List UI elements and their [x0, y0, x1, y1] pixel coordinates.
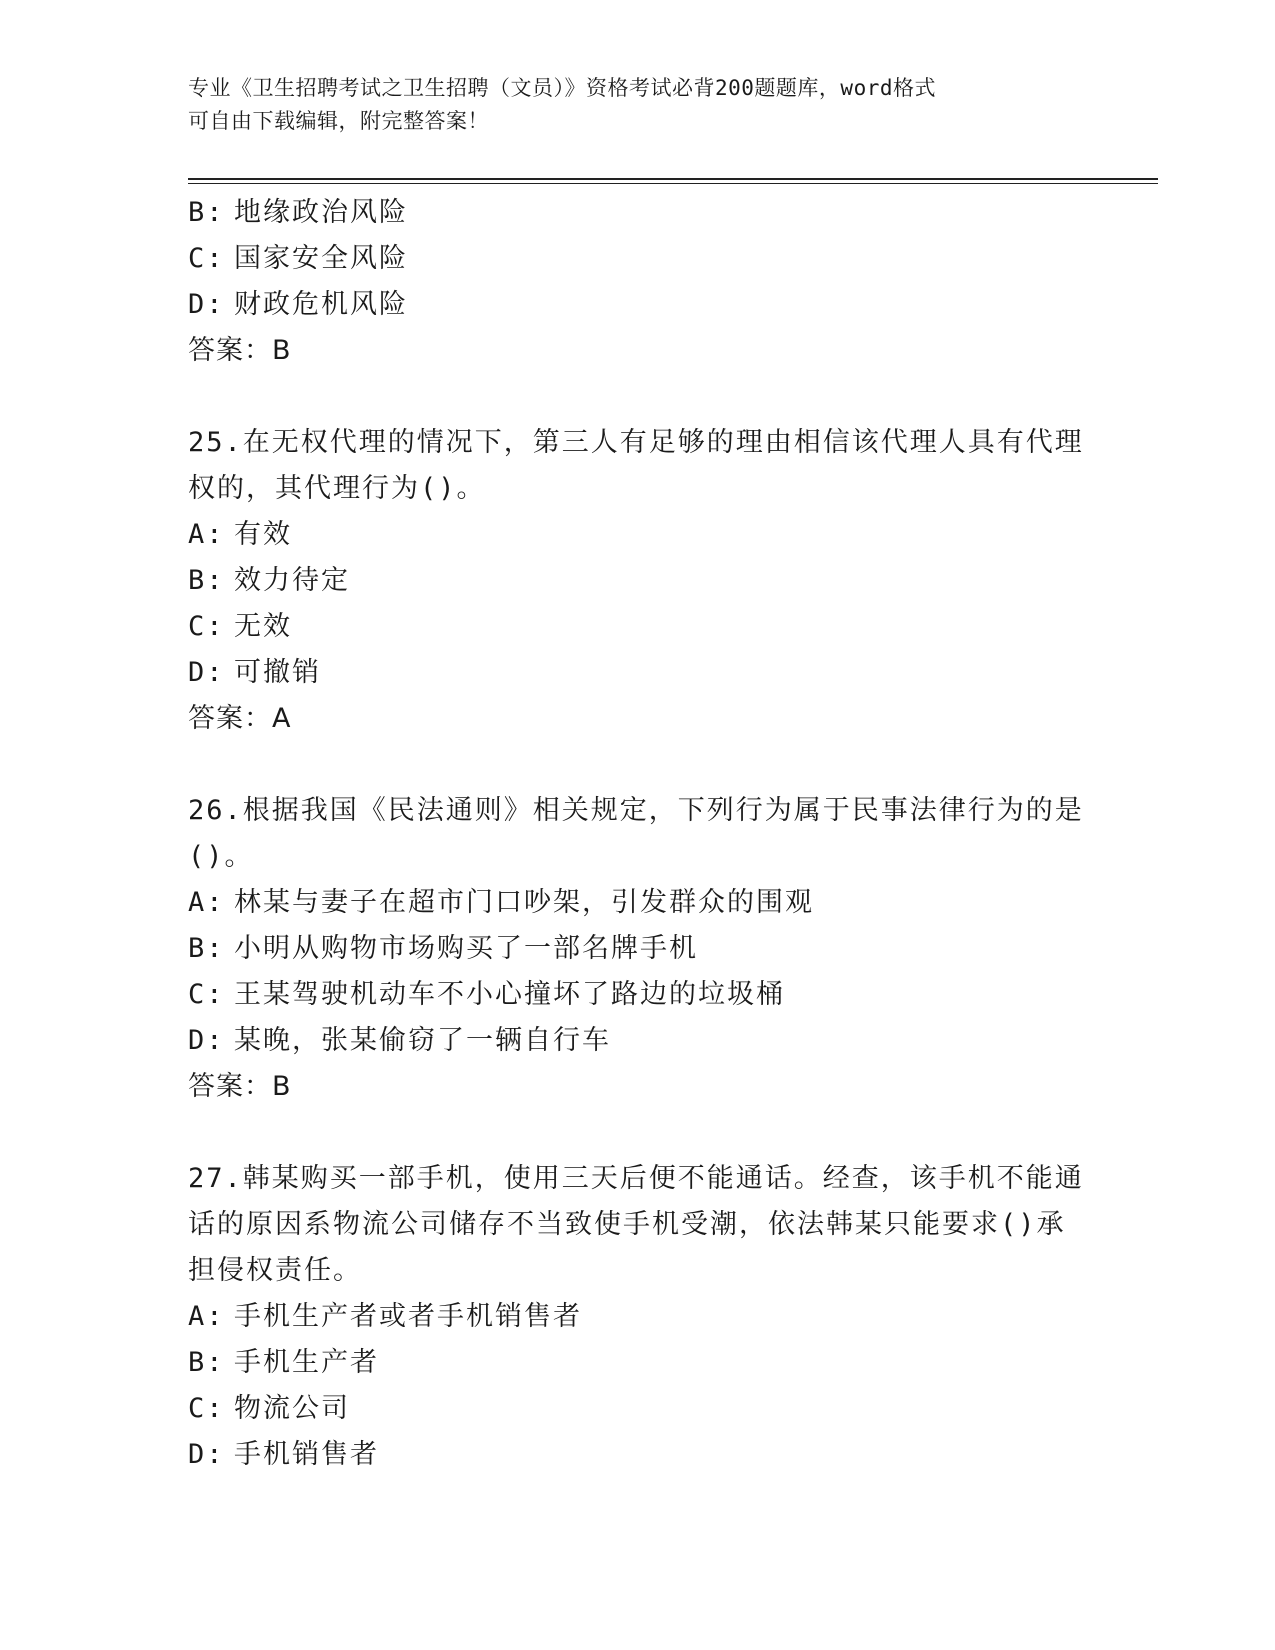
option-letter: A: — [188, 519, 225, 550]
question-stem-line: 27.韩某购买一部手机，使用三天后便不能通话。经查，该手机不能通 — [188, 1163, 1084, 1194]
option-d — [188, 1018, 1088, 1064]
question-stem-line: 话的原因系物流公司储存不当致使手机受潮，依法韩某只能要求()承 — [188, 1209, 1066, 1240]
option-text: 地缘政治风险 — [234, 197, 408, 228]
option-letter: B: — [188, 565, 225, 596]
option-letter: C: — [188, 243, 225, 274]
option-a — [188, 512, 1088, 558]
option-text: 手机生产者 — [234, 1347, 379, 1378]
option-text: 手机生产者或者手机销售者 — [234, 1301, 582, 1332]
question-stem-line: 担侵权责任。 — [188, 1255, 362, 1286]
option-text: 物流公司 — [234, 1393, 350, 1424]
option-text: 有效 — [234, 519, 292, 550]
option-letter: D: — [188, 1439, 225, 1470]
spacer — [188, 374, 1088, 420]
header-divider-thick — [188, 178, 1158, 180]
question-stem-line: ()。 — [188, 841, 254, 872]
option-text: 效力待定 — [234, 565, 350, 596]
option-letter: B: — [188, 1347, 225, 1378]
option-c — [188, 604, 1088, 650]
option-c — [188, 972, 1088, 1018]
option-letter: D: — [188, 289, 225, 320]
option-text: 财政危机风险 — [234, 289, 408, 320]
header-title-line-2: 可自由下载编辑，附完整答案！ — [188, 109, 489, 133]
option-letter: D: — [188, 1025, 225, 1056]
question-list — [188, 190, 1088, 1478]
answer-label: 答案：A — [188, 703, 292, 734]
option-text: 林某与妻子在超市门口吵架，引发群众的围观 — [234, 887, 814, 918]
question-25 — [188, 420, 1088, 742]
header-title-line-1: 专业《卫生招聘考试之卫生招聘（文员）》资格考试必背200题题库，word格式 — [188, 76, 936, 100]
question-stem-line: 26.根据我国《民法通则》相关规定，下列行为属于民事法律行为的是 — [188, 795, 1084, 826]
option-text: 无效 — [234, 611, 292, 642]
question-27 — [188, 1156, 1088, 1478]
question-26 — [188, 788, 1088, 1110]
option-b — [188, 926, 1088, 972]
option-a — [188, 1294, 1088, 1340]
question-24-continuation — [188, 190, 1088, 374]
option-d — [188, 1432, 1088, 1478]
option-letter: A: — [188, 1301, 225, 1332]
option-b — [188, 558, 1088, 604]
option-d — [188, 282, 1088, 328]
option-c — [188, 1386, 1088, 1432]
option-letter: D: — [188, 657, 225, 688]
header-divider-thin — [188, 183, 1158, 184]
option-b — [188, 1340, 1088, 1386]
option-letter: B: — [188, 197, 225, 228]
option-letter: A: — [188, 887, 225, 918]
option-text: 手机销售者 — [234, 1439, 379, 1470]
option-c — [188, 236, 1088, 282]
option-text: 某晚，张某偷窃了一辆自行车 — [234, 1025, 611, 1056]
answer-label: 答案：B — [188, 1071, 292, 1102]
question-stem-line: 25.在无权代理的情况下，第三人有足够的理由相信该代理人具有代理 — [188, 427, 1084, 458]
spacer — [188, 1110, 1088, 1156]
option-letter: C: — [188, 979, 225, 1010]
option-text: 国家安全风险 — [234, 243, 408, 274]
option-letter: C: — [188, 1393, 225, 1424]
spacer — [188, 742, 1088, 788]
option-b — [188, 190, 1088, 236]
option-letter: C: — [188, 611, 225, 642]
document-header — [188, 72, 1068, 138]
option-text: 可撤销 — [234, 657, 321, 688]
option-text: 小明从购物市场购买了一部名牌手机 — [234, 933, 698, 964]
option-text: 王某驾驶机动车不小心撞坏了路边的垃圾桶 — [234, 979, 785, 1010]
option-a — [188, 880, 1088, 926]
option-letter: B: — [188, 933, 225, 964]
answer-label: 答案：B — [188, 335, 292, 366]
option-d — [188, 650, 1088, 696]
question-stem-line: 权的，其代理行为()。 — [188, 473, 486, 504]
